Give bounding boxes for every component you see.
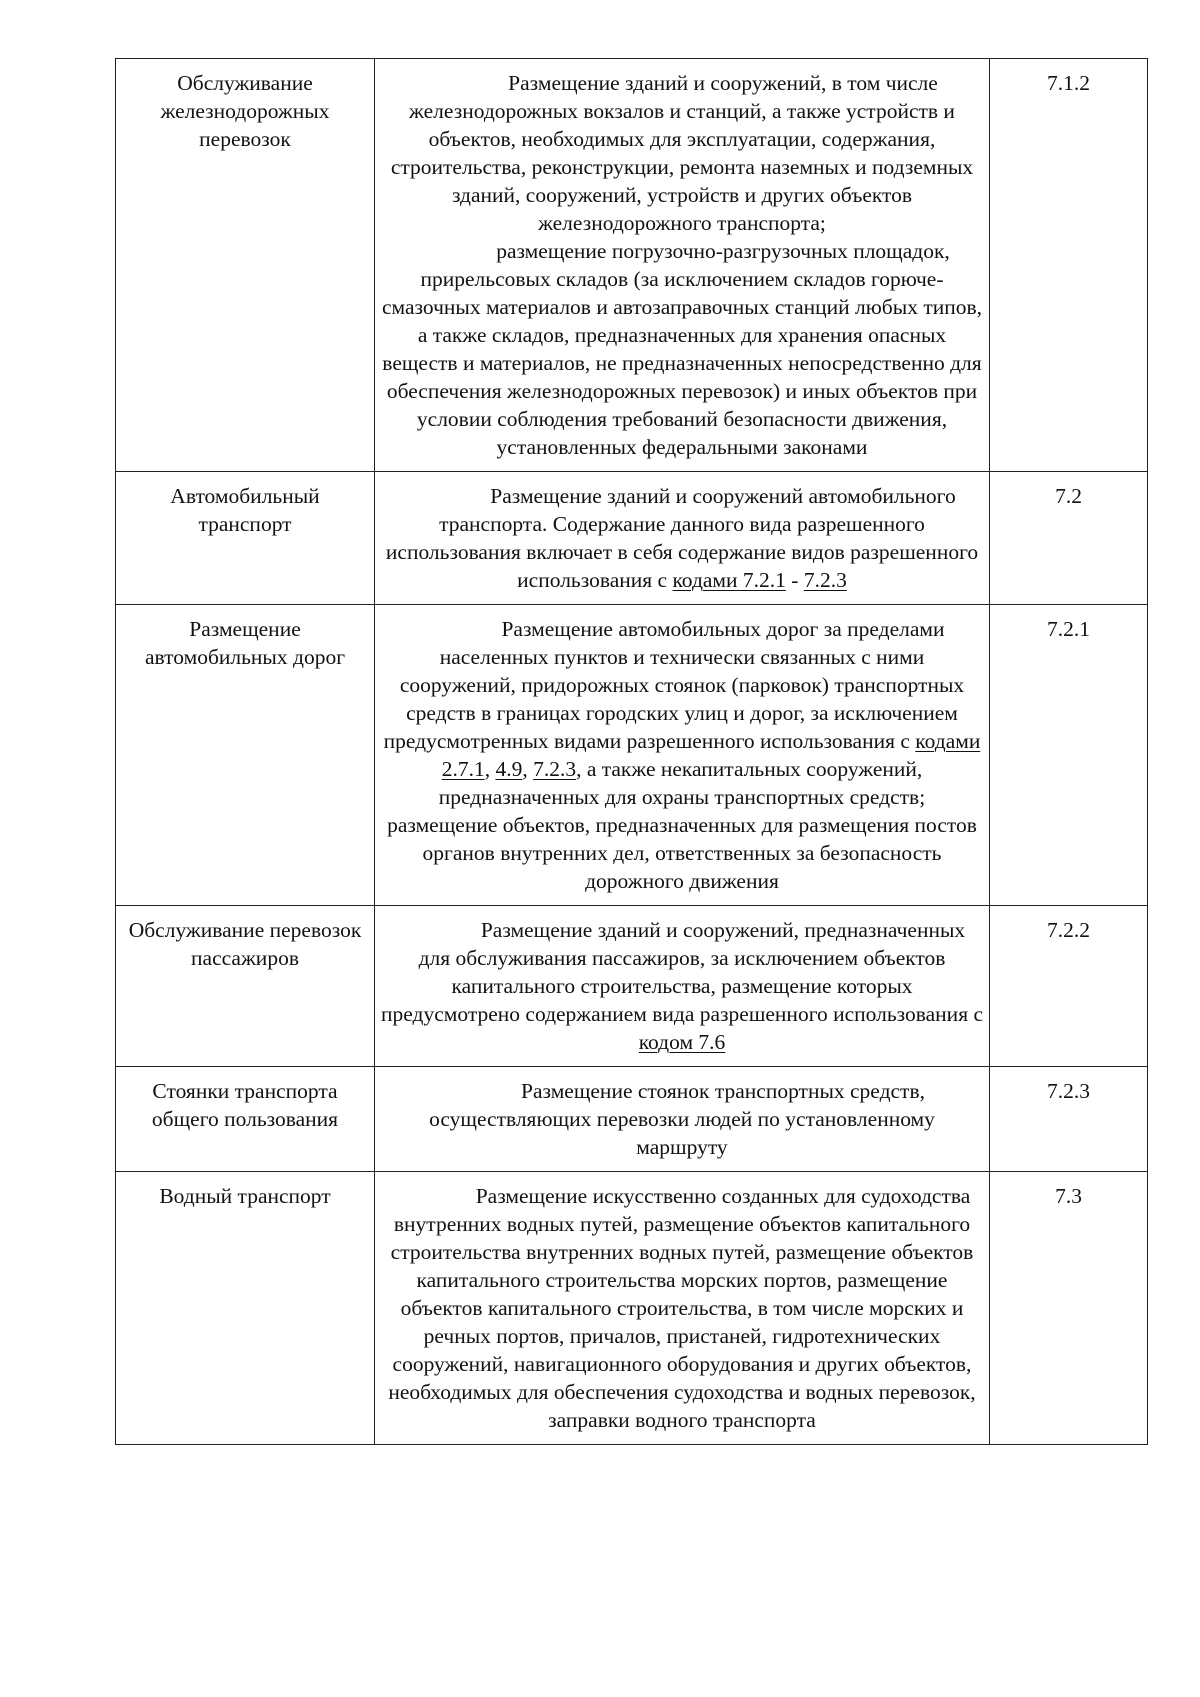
use-name: Автомобильный транспорт <box>170 484 320 536</box>
code-link[interactable]: кодами 7.2.1 <box>672 568 786 592</box>
use-description-cell <box>375 472 990 605</box>
use-description-text: Размещение искусственно созданных для судоходства внутренних водных путей, размещение объектов капитального строительства внутренних водных путей, размещение объектов капитального строительства морских портов, размещение объектов капитального строительства, в том числе морских и речных портов, причалов, пристаней, гидротехнических сооружений, навигационного оборудования и других объектов, необходимых для обеспечения судоходства и водных перевозок, заправки водного транспорта <box>388 1184 976 1432</box>
use-name-cell <box>116 472 375 605</box>
separator-text: - <box>785 568 804 592</box>
code-link[interactable]: 7.2.3 <box>803 568 847 592</box>
use-name: Обслуживание железнодорожных перевозок <box>160 71 330 151</box>
table-row <box>116 1067 1148 1172</box>
use-name-cell <box>116 605 375 906</box>
use-name: Размещение автомобильных дорог <box>144 617 346 669</box>
use-description-text: Размещение зданий и сооружений, предназначенных для обслуживания пассажиров, за исключением объектов капитального строительства, размещение которых предусмотрено содержанием вида разрешенного использования с <box>381 918 983 1026</box>
use-code-cell <box>990 1172 1148 1445</box>
use-code-cell <box>990 59 1148 472</box>
use-description-tail: , а также некапитальных сооружений, предназначенных для охраны транспортных средств; размещение объектов, предназначенных для размещения постов органов внутренних дел, ответственных за безопасность дорожного движения <box>387 757 977 893</box>
use-code: 7.2.3 <box>1047 1079 1090 1103</box>
table-row <box>116 59 1148 472</box>
land-use-table <box>115 58 1148 1445</box>
use-description-cell <box>375 1067 990 1172</box>
use-code-cell <box>990 472 1148 605</box>
table-row <box>116 472 1148 605</box>
use-code: 7.2.2 <box>1047 918 1090 942</box>
use-description-text: Размещение стоянок транспортных средств, осуществляющих перевозки людей по установленному маршруту <box>429 1079 935 1159</box>
code-link[interactable]: кодом 7.6 <box>638 1030 726 1054</box>
use-description-paragraph: Размещение зданий и сооружений, в том числе железнодорожных вокзалов и станций, а также устройств и объектов, необходимых для эксплуатации, содержания, строительства, реконструкции, ремонта наземных и подземных зданий, сооружений, устройств и других объектов железнодорожного транспорта; <box>390 71 974 235</box>
separator-text: , <box>522 757 534 781</box>
use-code: 7.2 <box>1055 484 1082 508</box>
use-code-cell <box>990 1067 1148 1172</box>
use-name-cell <box>116 59 375 472</box>
table-row <box>116 1172 1148 1445</box>
use-description-cell <box>375 605 990 906</box>
use-description-text: Размещение автомобильных дорог за пределами населенных пунктов и технически связанных с ними сооружений, придорожных стоянок (парковок) транспортных средств в границах городских улиц и дорог, за исключением предусмотренных видами разрешенного использования с <box>383 617 965 753</box>
use-name-cell <box>116 906 375 1067</box>
separator-text: , <box>484 757 496 781</box>
use-description-paragraph: размещение погрузочно-разгрузочных площадок, прирельсовых складов (за исключением складов горюче-смазочных материалов и автозаправочных станций любых типов, а также складов, предназначенных для хранения опасных веществ и материалов, не предназначенных непосредственно для обеспечения железнодорожных перевозок) и иных объектов при условии соблюдения требований безопасности движения, установленных федеральными законами <box>381 239 983 459</box>
use-name: Водный транспорт <box>159 1184 331 1208</box>
table-row <box>116 605 1148 906</box>
use-code: 7.3 <box>1055 1184 1082 1208</box>
use-code: 7.1.2 <box>1047 71 1090 95</box>
code-link[interactable]: 4.9 <box>495 757 523 781</box>
use-name: Стоянки транспорта общего пользования <box>151 1079 339 1131</box>
use-code-cell <box>990 906 1148 1067</box>
use-code: 7.2.1 <box>1047 617 1090 641</box>
code-link[interactable]: 7.2.3 <box>533 757 577 781</box>
use-description-text: Размещение зданий и сооружений автомобильного транспорта. Содержание данного вида разрешенного использования включает в себя содержание видов разрешенного использования с <box>385 484 979 592</box>
use-name-cell <box>116 1172 375 1445</box>
use-description-cell <box>375 59 990 472</box>
use-name-cell <box>116 1067 375 1172</box>
use-description-cell <box>375 1172 990 1445</box>
use-code-cell <box>990 605 1148 906</box>
table-row <box>116 906 1148 1067</box>
code-link[interactable]: кодами 2.7.1 <box>441 729 981 781</box>
use-description-cell <box>375 906 990 1067</box>
use-name: Обслуживание перевозок пассажиров <box>128 918 362 970</box>
